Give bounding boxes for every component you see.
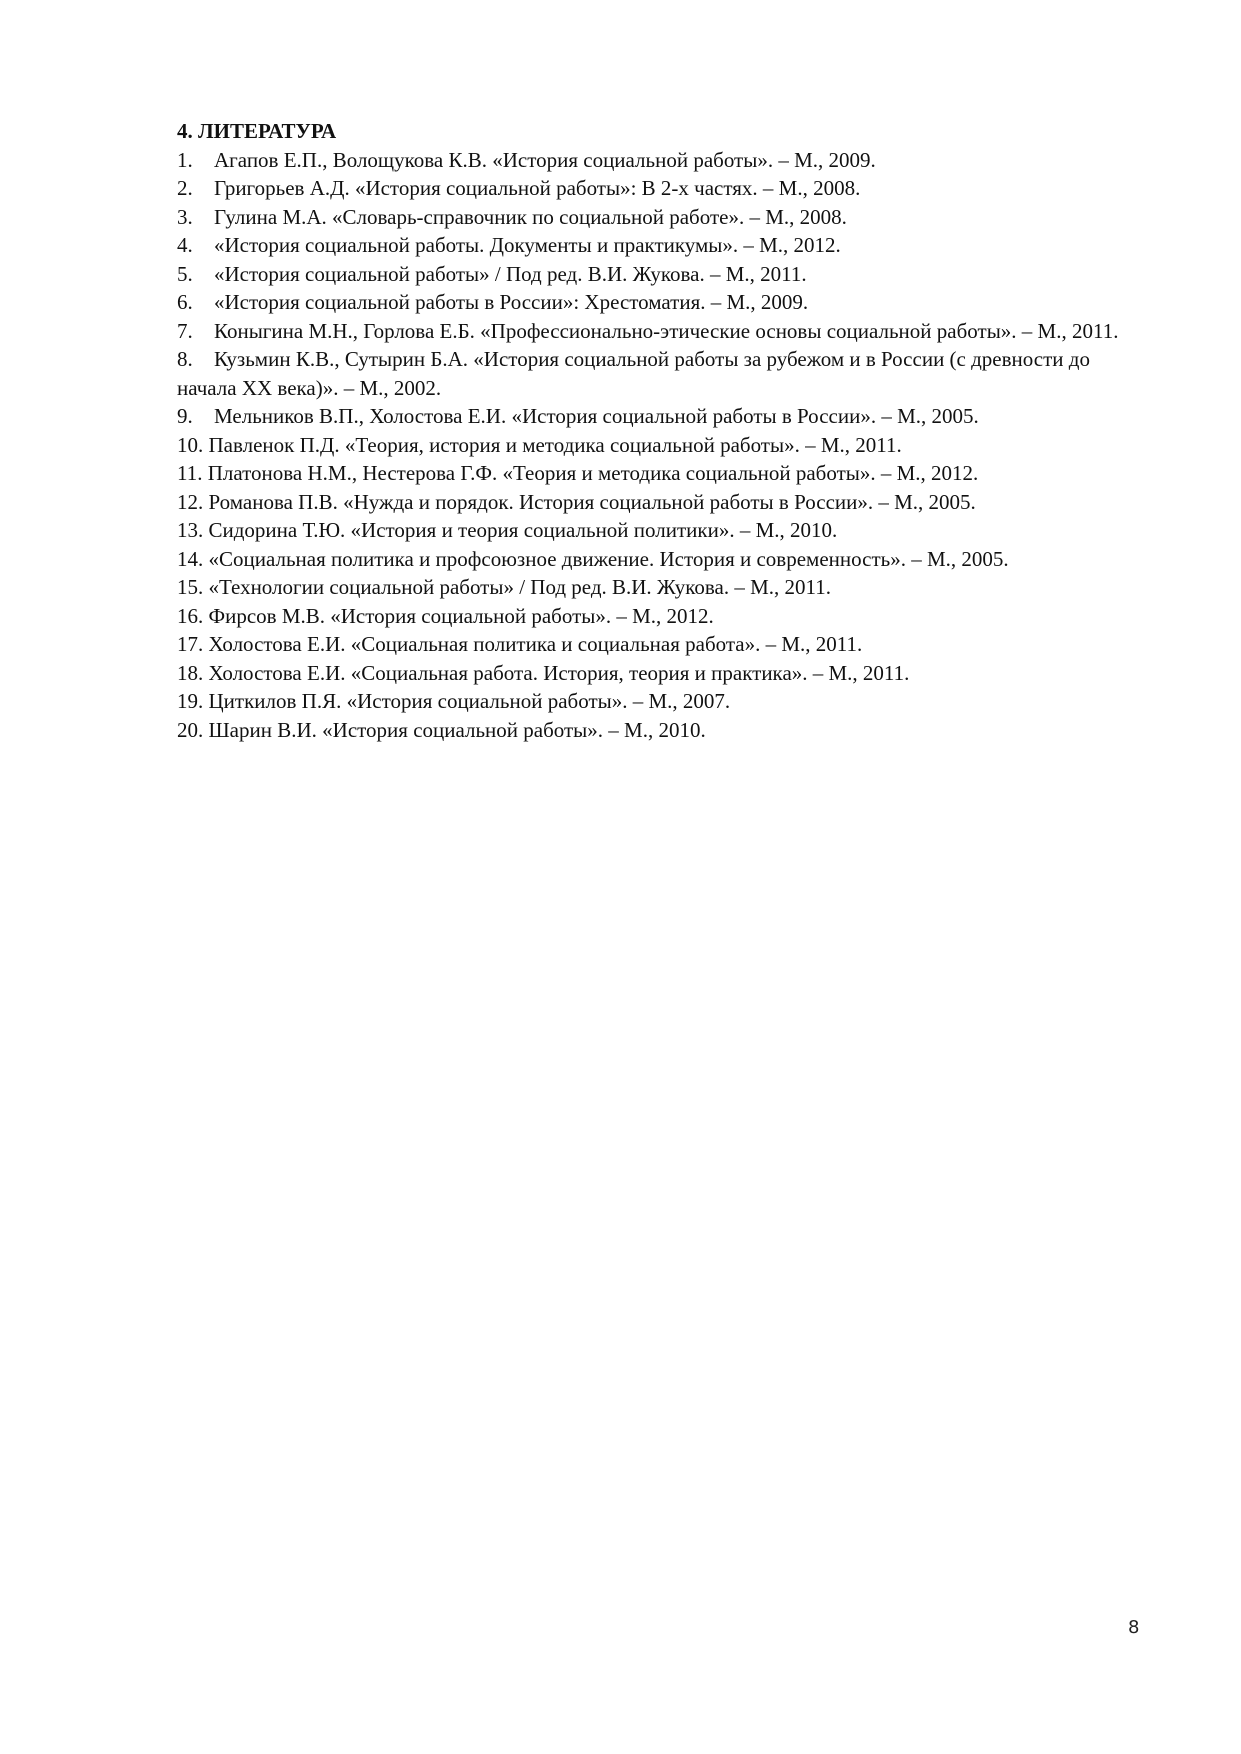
reference-item <box>177 288 1152 317</box>
reference-text: Мельников В.П., Холостова Е.И. «История социальной работы в России». – М., 2005. <box>214 404 979 428</box>
reference-text: Сидорина Т.Ю. «История и теория социальной политики». – М., 2010. <box>208 518 838 542</box>
reference-item <box>177 231 1152 260</box>
reference-list <box>177 146 1152 745</box>
reference-text: Григорьев А.Д. «История социальной работы»: В 2-х частях. – М., 2008. <box>214 176 861 200</box>
reference-text: Шарин В.И. «История социальной работы». – М., 2010. <box>208 717 706 742</box>
reference-number: 20. <box>177 717 204 742</box>
reference-text: Павленок П.Д. «Теория, история и методика социальной работы». – М., 2011. <box>208 432 902 457</box>
reference-text: Платонова Н.М., Нестерова Г.Ф. «Теория и методика социальной работы». – М., 2012. <box>207 461 979 485</box>
reference-item <box>177 260 1152 289</box>
reference-item <box>177 174 1152 203</box>
reference-number: 19. <box>177 689 204 713</box>
reference-number: 14. <box>177 546 204 571</box>
reference-number: 10. <box>177 432 204 457</box>
literature-section <box>177 117 1152 744</box>
reference-text: Фирсов М.В. «История социальной работы». – М., 2012. <box>208 603 714 628</box>
reference-text: «Технологии социальной работы» / Под ред. В.И. Жукова. – М., 2011. <box>208 575 831 599</box>
reference-item <box>177 146 1152 175</box>
reference-item <box>177 716 1152 745</box>
reference-number: 15. <box>177 575 204 599</box>
reference-number: 8. <box>177 347 193 371</box>
reference-item <box>177 659 1152 688</box>
reference-item <box>177 545 1152 574</box>
reference-number: 3. <box>177 204 193 229</box>
reference-number: 2. <box>177 176 193 200</box>
reference-text: Коныгина М.Н., Горлова Е.Б. «Профессионально-этические основы социальной работы». – М., 2011. <box>214 318 1119 343</box>
reference-number: 17. <box>177 632 204 656</box>
reference-number: 11. <box>177 461 203 485</box>
reference-item <box>177 687 1152 716</box>
reference-text: Кузьмин К.В., Сутырин Б.А. «История социальной работы за рубежом и в России (с древности до начала XX века)». – М., 2002. <box>177 347 1090 400</box>
reference-text: «История социальной работы. Документы и практикумы». – М., 2012. <box>214 233 841 257</box>
reference-text: Агапов Е.П., Волощукова К.В. «История социальной работы». – М., 2009. <box>214 147 876 172</box>
reference-number: 16. <box>177 603 204 628</box>
reference-item <box>177 431 1152 460</box>
reference-text: Романова П.В. «Нужда и порядок. История социальной работы в России». – М., 2005. <box>208 489 976 514</box>
reference-text: Холостова Е.И. «Социальная работа. История, теория и практика». – М., 2011. <box>208 660 910 685</box>
reference-item <box>177 516 1152 545</box>
reference-text: Холостова Е.И. «Социальная политика и социальная работа». – М., 2011. <box>208 632 863 656</box>
reference-item <box>177 573 1152 602</box>
reference-number: 7. <box>177 318 193 343</box>
section-heading: 4. ЛИТЕРАТУРА <box>177 119 337 143</box>
reference-number: 9. <box>177 404 193 428</box>
page-number: 8 <box>1128 1617 1140 1638</box>
reference-number: 12. <box>177 489 204 514</box>
reference-text: «История социальной работы в России»: Хрестоматия. – М., 2009. <box>214 290 809 314</box>
reference-number: 1. <box>177 147 193 172</box>
reference-text: Гулина М.А. «Словарь-справочник по социальной работе». – М., 2008. <box>214 204 847 229</box>
reference-item <box>177 203 1152 232</box>
reference-number: 4. <box>177 233 193 257</box>
reference-number: 5. <box>177 261 193 286</box>
reference-number: 18. <box>177 660 204 685</box>
reference-number: 13. <box>177 518 204 542</box>
reference-text: Циткилов П.Я. «История социальной работы». – М., 2007. <box>208 689 731 713</box>
reference-number: 6. <box>177 290 193 314</box>
reference-text: «История социальной работы» / Под ред. В.И. Жукова. – М., 2011. <box>214 261 807 286</box>
reference-item <box>177 602 1152 631</box>
reference-item <box>177 459 1152 488</box>
reference-item <box>177 317 1152 346</box>
reference-item <box>177 630 1152 659</box>
reference-text: «Социальная политика и профсоюзное движение. История и современность». – М., 2005. <box>208 546 1009 571</box>
reference-item <box>177 488 1152 517</box>
reference-item <box>177 402 1152 431</box>
reference-item <box>177 345 1152 402</box>
